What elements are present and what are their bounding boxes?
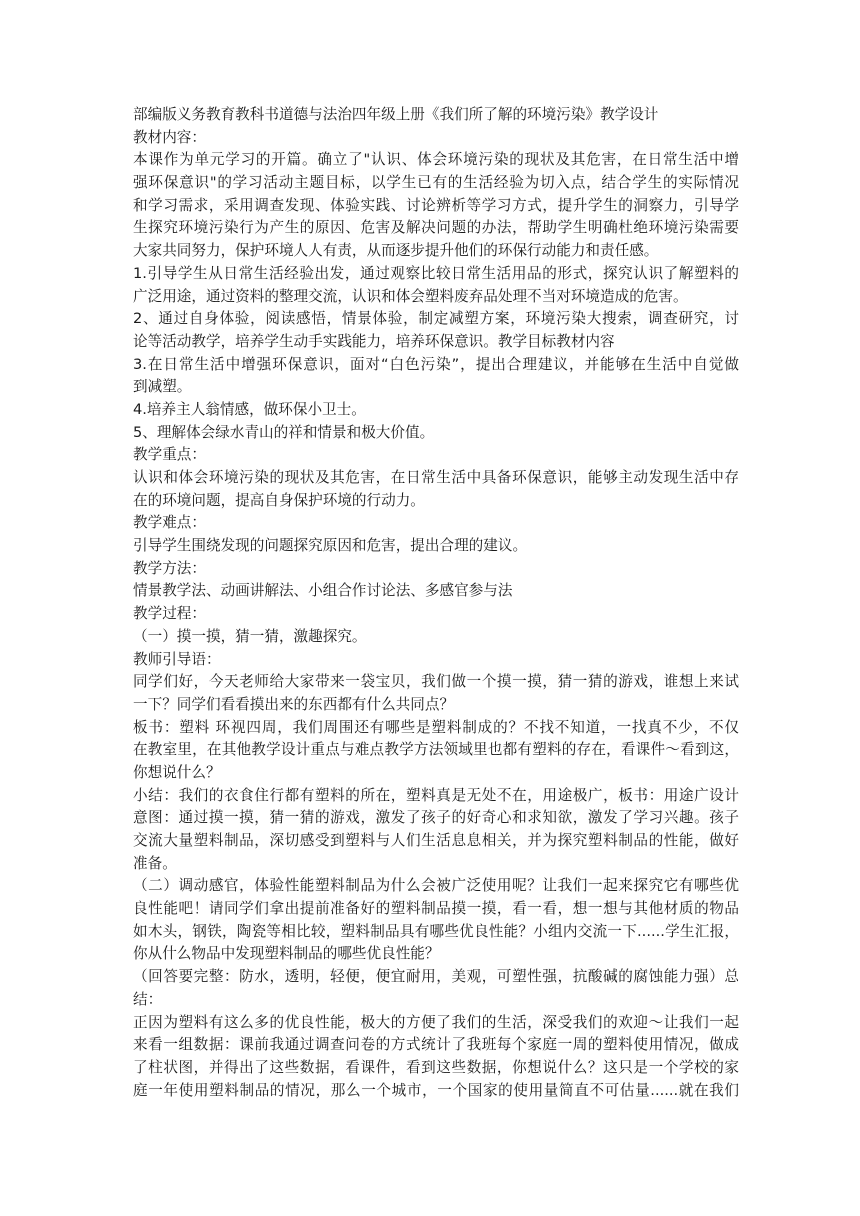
text-line: 大家共同努力，保护环境人人有责，从而逐步提升他们的环保行动能力和责任感。 [133,242,659,260]
text-line: 一下？同学们看看摸出来的东西都有什么共同点？ [133,695,455,713]
text-line: 部编版义务教育教科书道德与法治四年级上册《我们所了解的环境污染》教学设计 [133,106,659,123]
text-line: 同学们好，今天老师给大家带来一袋宝贝，我们做一个摸一摸，猜一猜的游戏，谁想上来试 [133,673,739,691]
text-line: 你从什么物品中发现塑料制品的哪些优良性能？ [133,945,440,963]
text-line: 在的环境问题，提高自身保护环境的行动力。 [133,491,425,509]
text-line: 来看一组数据：课前我通过调查问卷的方式统计了我班每个家庭一周的塑料使用情况，做成 [133,1036,739,1054]
text-line: （一）摸一摸，猜一猜，激趣探究。 [133,627,367,645]
text-line: 广泛用途，通过资料的整理交流，认识和体会塑料废弃品处理不当对环境造成的危害。 [133,287,688,305]
text-line: 在教室里，在其他教学设计重点与难点教学方法领域里也都有塑料的存在，看课件～看到这， [133,741,739,759]
text-line: 3.在日常生活中增强环保意识，面对“白色污染”，提出合理建议，并能够在生活中自觉做 [133,355,739,373]
text-line: 意图：通过摸一摸，猜一猜的游戏，激发了孩子的好奇心和求知欲，激发了学习兴趣。孩子 [133,809,739,827]
text-line: （二）调动感官，体验性能塑料制品为什么会被广泛使用呢？让我们一起来探究它有哪些优 [133,877,739,895]
text-line: 了柱状图，并得出了这些数据，看课件，看到这些数据，你想说什么？这只是一个学校的家 [133,1058,739,1076]
text-line: 认识和体会环境污染的现状及其危害，在日常生活中具备环保意识，能够主动发现生活中存 [133,469,739,486]
text-line: 教学重点： [133,446,206,464]
text-line: 教学方法： [133,559,206,577]
text-line: 结： [133,990,163,1008]
text-line: 教材内容： [133,128,206,146]
text-line: 生探究环境污染行为产生的原因、危害及解决问题的办法，帮助学生明确杜绝环境污染需要 [133,219,739,237]
text-line: 教学难点： [133,514,206,532]
text-line: 小结：我们的衣食住行都有塑料的所在，塑料真是无处不在，用途极广，板书：用途广设计 [133,786,739,804]
text-line: 正因为塑料有这么多的优良性能，极大的方便了我们的生活，深受我们的欢迎～让我们一起 [133,1013,739,1031]
text-line: （回答要完整：防水，透明，轻便，便宜耐用，美观，可塑性强，抗酸碱的腐蚀能力强）总 [133,968,739,986]
text-line: 教师引导语： [133,650,221,668]
text-line: 和学习需求，采用调查发现、体验实践、讨论辨析等学习方式，提升学生的洞察力，引导学 [133,196,739,214]
text-line: 强环保意识"的学习活动主题目标，以学生已有的生活经验为切入点，结合学生的实际情况 [133,174,739,192]
text-line: 1.引导学生从日常生活经验出发，通过观察比较日常生活用品的形式，探究认识了解塑料的 [133,264,739,282]
text-line: 情景教学法、动画讲解法、小组合作讨论法、多感官参与法 [133,582,513,600]
text-line: 引导学生围绕发现的问题探究原因和危害，提出合理的建议。 [133,537,528,555]
text-line: 板书：塑料 环视四周，我们周围还有哪些是塑料制成的？不找不知道，一找真不少，不仅 [133,718,739,736]
text-line: 论等活动教学，培养学生动手实践能力，培养环保意识。教学目标教材内容 [133,332,615,350]
text-line: 本课作为单元学习的开篇。确立了"认识、体会环境污染的现状及其危害，在日常生活中增 [133,151,739,169]
text-line: 交流大量塑料制品，深切感受到塑料与人们生活息息相关，并为探究塑料制品的性能，做好 [133,832,739,849]
text-line: 4.培养主人翁情感，做环保小卫士。 [133,400,366,418]
text-line: 教学过程： [133,605,206,623]
text-line: 到减塑。 [133,378,192,396]
text-line: 你想说什么？ [133,763,221,781]
text-line: 准备。 [133,854,177,872]
text-line: 庭一年使用塑料制品的情况，那么一个城市，一个国家的使用量简直不可估量......就在我们 [133,1081,739,1099]
text-line: 2、通过自身体验，阅读感悟，情景体验，制定减塑方案，环境污染大搜索，调查研究，讨 [133,310,739,328]
text-line: 5、理解体会绿水青山的祥和情景和极大价值。 [133,423,435,441]
document-body [133,104,739,1102]
text-line: 如木头，钢铁，陶瓷等相比较，塑料制品具有哪些优良性能？小组内交流一下......学生汇报， [133,922,739,940]
text-line: 良性能吧！请同学们拿出提前准备好的塑料制品摸一摸，看一看，想一想与其他材质的物品 [133,900,739,918]
